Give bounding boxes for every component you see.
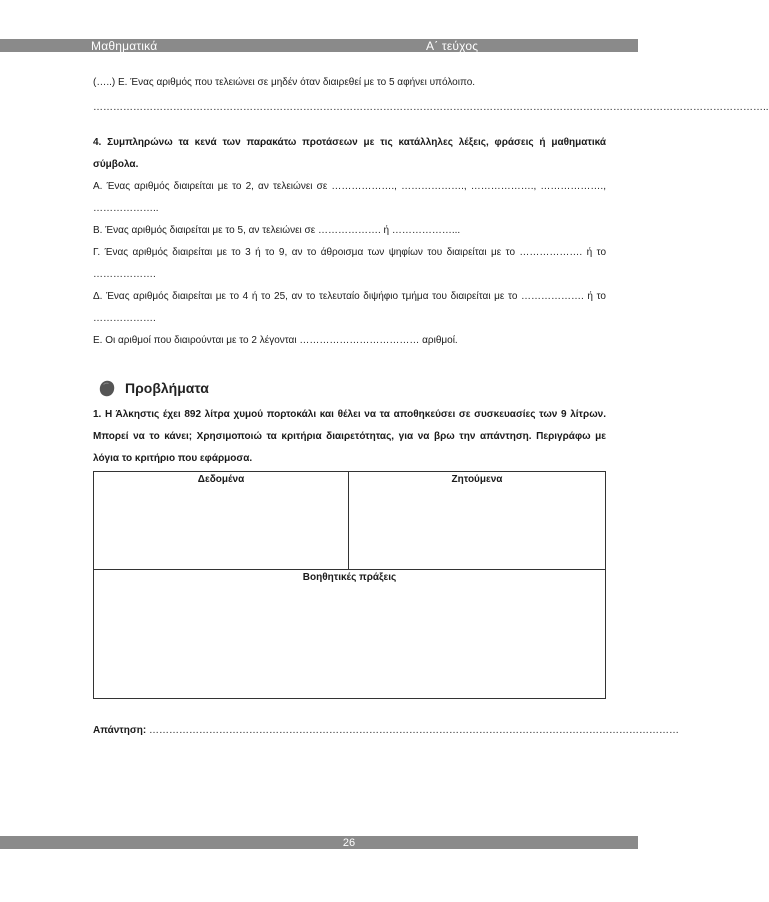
dotted-answer-line: ………………………………………………………………………………………………………………………………………………………………………………….. <box>93 102 769 113</box>
answer-dots[interactable]: …………………………………………………………………………………………………………………………………………… <box>146 725 679 736</box>
sought-label: Ζητούμενα <box>451 474 503 485</box>
answer-label: Απάντηση: <box>93 725 147 736</box>
exercise-4-item-d: Δ. Ένας αριθμός διαιρείται με το 4 ή το 25, αν το τελευταίο διψήφιο τμήμα του διαιρείται με το ………………. ή το ………………. <box>93 291 606 324</box>
exercise-4-item-e: Ε. Οι αριθμοί που διαιρούνται με το 2 λέγονται ……………………………… αριθμοί. <box>93 335 458 346</box>
blob-icon <box>99 380 115 397</box>
exercise-4-item-b: Β. Ένας αριθμός διαιρείται με το 5, αν τελειώνει σε ………………. ή ………………... <box>93 225 461 236</box>
section-title: Προβλήματα <box>125 380 209 396</box>
exercise-4-item-a: Α. Ένας αριθμός διαιρείται με το 2, αν τελειώνει σε ………………., ………………., ………………., ………………., ……………….. <box>93 181 606 214</box>
header-volume: Α΄ τεύχος <box>426 39 479 53</box>
header-subject: Μαθηματικά <box>91 39 158 53</box>
answer-line <box>93 724 679 738</box>
sought-cell[interactable] <box>349 472 605 570</box>
exercise-4-item-c: Γ. Ένας αριθμός διαιρείται με το 3 ή το 9, αν το άθροισμα των ψηφίων του διαιρείται με το ………………. ή το ………………. <box>93 247 606 280</box>
given-label: Δεδομένα <box>197 474 245 485</box>
problem-1-text: 1. Η Άλκηστις έχει 892 λίτρα χυμού πορτοκάλι και θέλει να τα αποθηκεύσει σε συσκευασίες των 9 λίτρων. Μπορεί να το κάνει; Χρησιμοποιώ τα κριτήρια διαιρετότητας, για να βρω την απάντηση. Περιγράφω με λόγια το κριτήριο που εφάρμοσα. <box>93 409 606 464</box>
operations-cell[interactable] <box>94 570 605 698</box>
given-cell[interactable] <box>94 472 349 570</box>
page-number: 26 <box>342 837 356 849</box>
exercise-4-title: 4. Συμπληρώνω τα κενά των παρακάτω προτάσεων με τις κατάλληλες λέξεις, φράσεις ή μαθηματικά σύμβολα. <box>93 137 606 170</box>
statement-e: (…..) Ε. Ένας αριθμός που τελειώνει σε μηδέν όταν διαιρεθεί με το 5 αφήνει υπόλοιπο. <box>93 77 476 88</box>
operations-label: Βοηθητικές πράξεις <box>302 572 397 583</box>
worksheet-content <box>93 76 769 352</box>
answer-table <box>93 471 606 699</box>
